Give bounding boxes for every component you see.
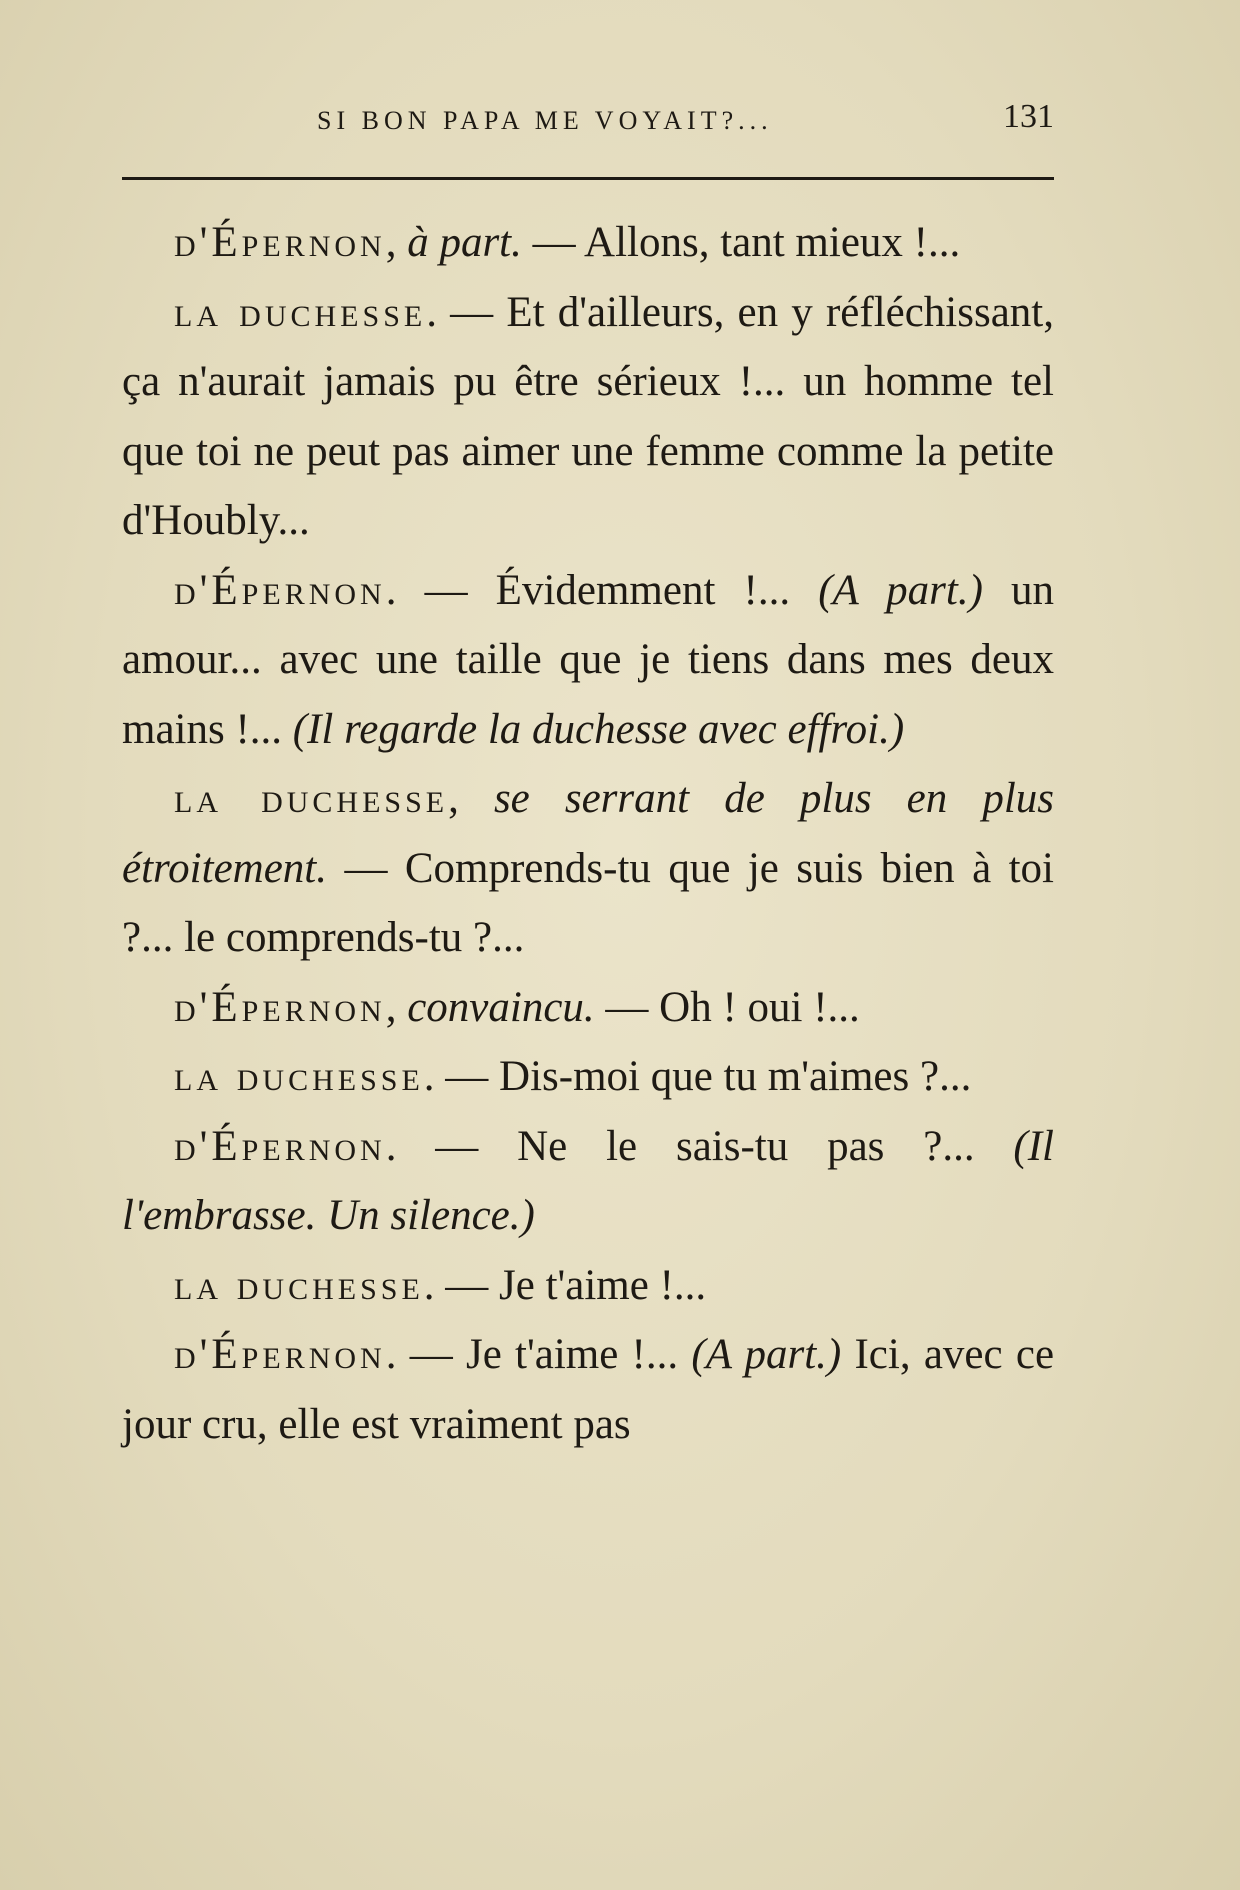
speaker-name: d'Épernon [174, 1331, 386, 1378]
paragraph [122, 1112, 1054, 1251]
speech-text: , [385, 219, 397, 266]
paragraph [122, 973, 1054, 1043]
stage-direction: (A part.) [818, 566, 983, 614]
page-header [122, 98, 1054, 148]
stage-direction: convaincu. [407, 983, 595, 1031]
speaker-name: la duchesse [174, 1261, 424, 1309]
paragraph [122, 1042, 1054, 1112]
speech-text: . — Ne le sais-tu pas ?... [385, 1122, 975, 1170]
speaker-name: d'Épernon [174, 566, 386, 614]
header-rule [122, 177, 1054, 180]
speech-text: . — Dis-moi que tu m'aimes ?... [423, 1053, 972, 1100]
stage-direction: (Il regarde la duchesse avec effroi.) [292, 705, 905, 753]
page-number: 131 [1003, 98, 1054, 135]
speech-text: . — Évidemment !... [385, 566, 791, 614]
stage-direction: se serrant de plus en plus étroitement. [122, 775, 1054, 892]
stage-direction: (Il l'embrasse. Un silence.) [122, 1122, 1055, 1239]
paragraph [122, 1251, 1054, 1321]
paragraph [122, 1320, 1054, 1459]
stage-direction: à part. [407, 219, 522, 266]
speech-text: . — Et d'ailleurs, en y réfléchissant, ça n'aurait jamais pu être sérieux !... un homme tel que toi ne peut pas aimer une femme comme la petite d'Houbly... [122, 288, 1055, 544]
body-text [122, 208, 1054, 1459]
speaker-name: la duchesse [174, 288, 427, 336]
speaker-name: d'Épernon [174, 219, 386, 266]
paragraph [122, 556, 1054, 765]
speech-text: — Comprends-tu que je suis bien à toi ?... le comprends-tu ?... [122, 844, 1055, 961]
speech-text: , [385, 983, 397, 1031]
paragraph [122, 278, 1054, 556]
speech-text: Ici, avec ce jour cru, elle est vraiment pas [122, 1331, 1055, 1448]
speech-text: — Allons, tant mieux !... [532, 219, 961, 266]
stage-direction: (A part.) [691, 1331, 842, 1378]
speech-text: un amour... avec une taille que je tiens dans mes deux mains !... [122, 566, 1055, 753]
speaker-name: d'Épernon [174, 983, 386, 1031]
speech-text: , [448, 775, 459, 822]
speech-text: . — Je t'aime !... [423, 1261, 707, 1309]
paragraph [122, 764, 1054, 973]
speaker-name: d'Épernon [174, 1122, 386, 1170]
speaker-name: la duchesse [174, 1053, 424, 1100]
running-title: SI BON PAPA ME VOYAIT?... [317, 106, 773, 135]
speech-text: . — Je t'aime !... [385, 1331, 679, 1378]
paragraph [122, 208, 1054, 278]
speech-text: — Oh ! oui !... [605, 983, 860, 1031]
speaker-name: la duchesse [174, 775, 449, 822]
